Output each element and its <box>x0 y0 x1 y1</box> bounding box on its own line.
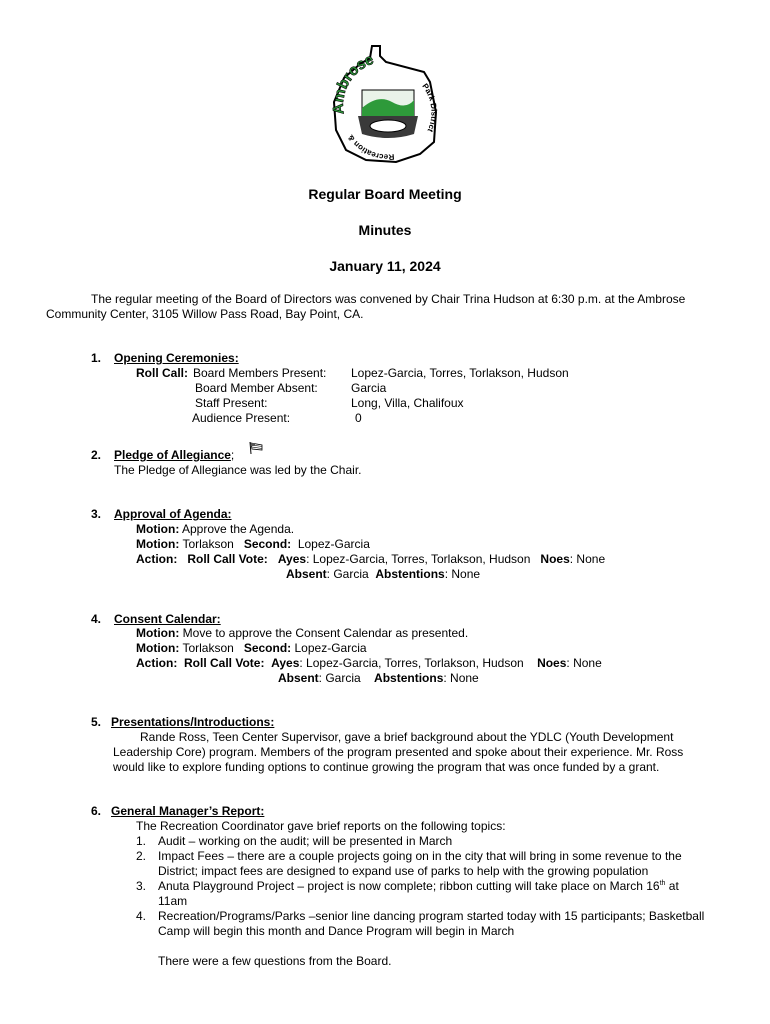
s4-motion-line <box>136 626 468 641</box>
s4-motion-label: Motion: <box>136 626 180 640</box>
s6-item-4-text-cont: Camp will begin this month and Dance Program will begin in March <box>158 924 515 938</box>
section-6-heading: General Manager’s Report: <box>111 804 265 818</box>
members-present-label: Board Members Present: <box>193 366 327 380</box>
district-logo <box>326 42 444 166</box>
s6-item-3-text-b: at <box>665 879 679 893</box>
section-3-number: 3. <box>91 507 102 521</box>
minutes-heading: Minutes <box>358 222 412 238</box>
member-absent-value: Garcia <box>351 381 387 395</box>
s5-line-1: Rande Ross, Teen Center Supervisor, gave a brief background about the YDLC (Youth Development <box>140 730 674 744</box>
s3-action-label: Action: <box>136 552 178 566</box>
s5-line-3: would like to explore funding options to continue growing the program that was once funded by a grant. <box>113 760 660 774</box>
logo-name: Ambrose <box>329 50 377 116</box>
s6-item-4-number: 4. <box>136 909 147 923</box>
intro-line-2: Community Center, 3105 Willow Pass Road, Bay Point, CA. <box>46 307 364 321</box>
s6-item-2-text: Impact Fees – there are a couple projects going on in the city that will bring in some revenue to the <box>158 849 682 863</box>
s3-motion-line <box>136 522 294 537</box>
s4-action-line <box>136 656 602 671</box>
s3-motion-label: Motion: <box>136 522 180 536</box>
s3-noes-label: Noes <box>540 552 570 566</box>
section-5-heading: Presentations/Introductions: <box>111 715 275 729</box>
section-5-number: 5. <box>91 715 102 729</box>
s4-mover-line <box>136 641 367 656</box>
section-4-number: 4. <box>91 612 102 626</box>
meeting-title: Regular Board Meeting <box>308 186 462 202</box>
s3-absent-label: Absent <box>286 567 327 581</box>
s4-mover-label: Motion: <box>136 641 180 655</box>
s6-intro: The Recreation Coordinator gave brief reports on the following topics: <box>136 819 506 833</box>
s6-item-3-text-cont: 11am <box>158 894 188 908</box>
s6-item-1-text: Audit – working on the audit; will be presented in March <box>158 834 453 848</box>
pledge-text: The Pledge of Allegiance was led by the Chair. <box>114 463 362 477</box>
s6-item-2-text-cont: District; impact fees are designed to expand use of parks to help with the growing population <box>158 864 649 878</box>
s3-abst-value: : None <box>444 567 481 581</box>
s4-mover-value: Torlakson <box>182 641 234 655</box>
section-6-number: 6. <box>91 804 102 818</box>
section-4-heading: Consent Calendar: <box>114 612 221 626</box>
s4-noes-label: Noes <box>537 656 567 670</box>
logo-scene-water <box>370 120 406 132</box>
s4-roll-label: Roll Call Vote: <box>184 656 265 670</box>
section-1-number: 1. <box>91 351 102 365</box>
s6-item-4-text: Recreation/Programs/Parks –senior line dancing program started today with 15 participants; Basketball <box>158 909 705 923</box>
flag-icon <box>248 441 264 455</box>
s6-item-3-line <box>158 879 679 894</box>
roll-call-label: Roll Call: <box>136 366 189 380</box>
s6-item-3-text: Anuta Playground Project – project is now complete; ribbon cutting will take place on March 16 <box>158 879 660 893</box>
s3-roll-label: Roll Call Vote: <box>187 552 268 566</box>
s4-second-value: Lopez-Garcia <box>294 641 367 655</box>
members-present-value: Lopez-Garcia, Torres, Torlakson, Hudson <box>351 366 569 380</box>
s4-action-label: Action: <box>136 656 178 670</box>
s3-absent-value: : Garcia <box>326 567 369 581</box>
s6-item-3-number: 3. <box>136 879 147 893</box>
s4-abst-label: Abstentions <box>374 671 444 685</box>
meeting-date: January 11, 2024 <box>329 258 441 274</box>
logo-subtitle-right: Park District <box>420 81 439 134</box>
s4-absent-label: Absent <box>278 671 319 685</box>
section-2-colon: ; <box>230 448 235 462</box>
section-2-heading-wrap <box>114 448 234 463</box>
s3-absent-line <box>286 567 480 582</box>
s4-absent-line <box>278 671 479 686</box>
section-3-heading: Approval of Agenda: <box>114 507 232 521</box>
section-2-number: 2. <box>91 448 102 462</box>
s4-second-label: Second: <box>243 641 292 655</box>
s3-ayes-label: Ayes <box>277 552 307 566</box>
s4-ayes-value: : Lopez-Garcia, Torres, Torlakson, Hudson <box>299 656 524 670</box>
s4-motion-text: Move to approve the Consent Calendar as presented. <box>182 626 469 640</box>
s3-mover-line <box>136 537 370 552</box>
section-2-heading: Pledge of Allegiance <box>114 448 231 462</box>
s4-abst-value: : None <box>443 671 479 685</box>
s4-ayes-label: Ayes <box>271 656 300 670</box>
audience-present-value: 0 <box>355 411 362 425</box>
section-1-heading: Opening Ceremonies: <box>114 351 239 365</box>
s3-second-label: Second: <box>243 537 292 551</box>
s3-mover-value: Torlakson <box>182 537 234 551</box>
s3-ayes-value: : Lopez-Garcia, Torres, Torlakson, Hudson <box>306 552 531 566</box>
s5-line-2: Leadership Core) program. Members of the program presented and spoke about their experience. Mr. Ross <box>113 745 684 759</box>
member-absent-label: Board Member Absent: <box>195 381 318 395</box>
s3-action-line <box>136 552 605 567</box>
s4-noes-value: : None <box>566 656 602 670</box>
s3-second-value: Lopez-Garcia <box>297 537 370 551</box>
s4-absent-value: : Garcia <box>318 671 361 685</box>
audience-present-label: Audience Present: <box>192 411 291 425</box>
staff-present-value: Long, Villa, Chalifoux <box>351 396 464 410</box>
s3-abst-label: Abstentions <box>375 567 445 581</box>
intro-line-1: The regular meeting of the Board of Directors was convened by Chair Trina Hudson at 6:30 p.m. at the Ambrose <box>91 292 686 306</box>
staff-present-label: Staff Present: <box>195 396 268 410</box>
s6-item-1-number: 1. <box>136 834 147 848</box>
logo-subtitle-bottom: Recreation & <box>345 132 395 162</box>
s6-item-2-number: 2. <box>136 849 147 863</box>
s3-motion-text: Approve the Agenda. <box>181 522 295 536</box>
s6-item-3-sup: th <box>659 880 666 887</box>
s6-closing: There were a few questions from the Board. <box>158 954 392 968</box>
s3-noes-value: : None <box>569 552 606 566</box>
s3-mover-label: Motion: <box>136 537 180 551</box>
